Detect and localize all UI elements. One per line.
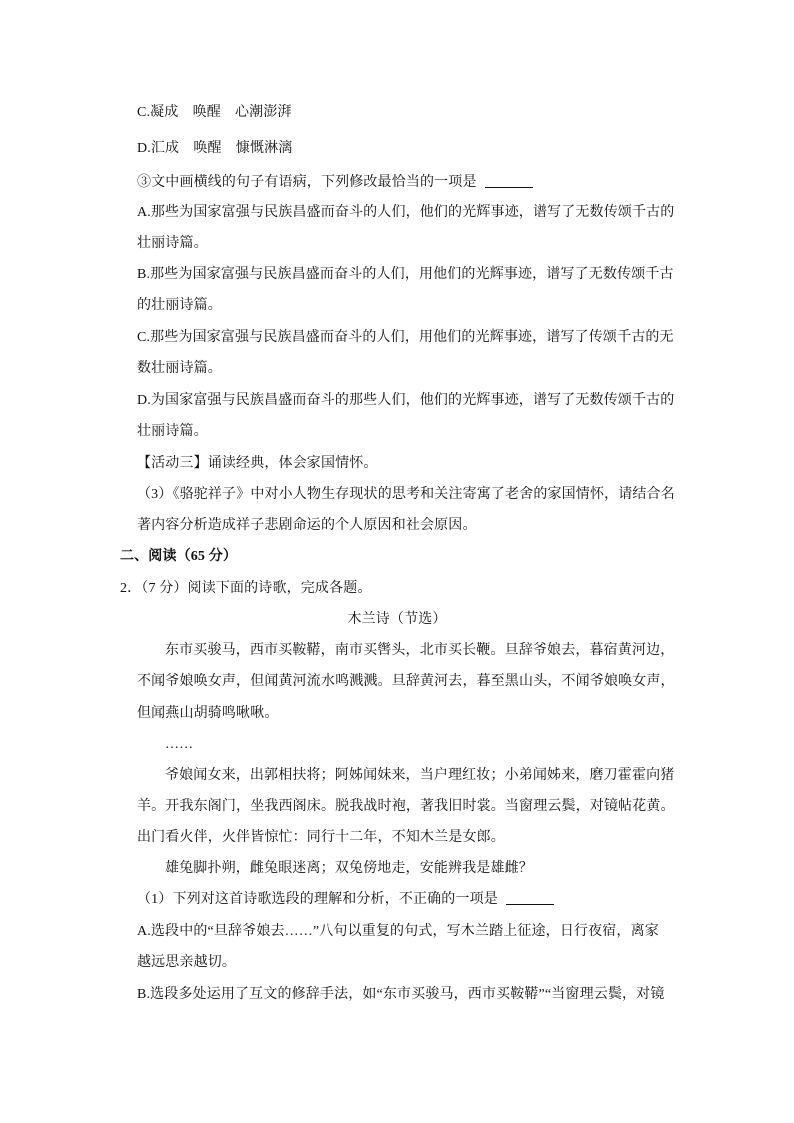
q2-stem: 2．（7 分）阅读下面的诗歌，完成各题。 bbox=[120, 581, 372, 596]
q3-stem-line bbox=[137, 173, 533, 193]
poem-stanza1-line-1: 东市买骏马，西市买鞍鞯，南市买辔头，北市买长鞭。旦辞爷娘去，暮宿黄河边， bbox=[165, 643, 675, 658]
poem-title: 木兰诗（节选） bbox=[347, 612, 447, 627]
prev-option-c: C.凝成 唤醒 心潮澎湃 bbox=[137, 105, 292, 120]
poem-ellipsis: …… bbox=[165, 737, 194, 752]
poem-stanza2-line-3: 出门看火伴，火伴皆惊忙：同行十二年，不知木兰是女郎。 bbox=[137, 830, 505, 845]
activity3-question-line-1: （3）《骆驼祥子》中对小人物生存现状的思考和关注寄寓了老舍的家国情怀，请结合名 bbox=[137, 487, 675, 502]
sub1-option-a-line-2: 越远思亲越切。 bbox=[137, 955, 237, 970]
q3-option-c-line-1: C.那些为国家富强与民族昌盛而奋斗的人们，用他们的光辉事迹，谱写了传颂千古的无 bbox=[137, 330, 674, 345]
sub1-answer-blank bbox=[506, 890, 554, 905]
q3-option-a-line-2: 壮丽诗篇。 bbox=[137, 236, 208, 251]
activity3-heading: 【活动三】诵读经典，体会家国情怀。 bbox=[137, 456, 378, 471]
q3-option-b-line-1: B.那些为国家富强与民族昌盛而奋斗的人们，用他们的光辉事迹，谱写了无数传颂千古 bbox=[137, 267, 674, 282]
activity3-question-line-2: 著内容分析造成祥子悲剧命运的个人原因和社会原因。 bbox=[137, 518, 477, 533]
poem-stanza1-line-3: 但闻燕山胡骑鸣啾啾。 bbox=[137, 706, 279, 721]
q3-option-d-line-1: D.为国家富强与民族昌盛而奋斗的那些人们，他们的光辉事迹，谱写了无数传颂千古的 bbox=[137, 393, 675, 408]
sub1-option-a-line-1: A.选段中的“旦辞爷娘去……”八句以重复的句式，写木兰踏上征途，日行夜宿，离家 bbox=[137, 924, 659, 939]
q3-answer-blank bbox=[485, 173, 533, 188]
sub1-option-b-line-1: B.选段多处运用了互文的修辞手法，如“东市买骏马，西市买鞍鞯”“当窗理云鬓，对镜 bbox=[137, 987, 665, 1002]
q3-option-b-line-2: 的壮丽诗篇。 bbox=[137, 298, 222, 313]
section-heading: 二、阅读（65 分） bbox=[120, 549, 237, 564]
poem-stanza1-line-2: 不闻爷娘唤女声，但闻黄河流水鸣溅溅。旦辞黄河去，暮至黑山头，不闻爷娘唤女声， bbox=[137, 674, 675, 689]
poem-stanza2-line-1: 爷娘闻女来，出郭相扶将；阿姊闻妹来，当户理红妆；小弟闻姊来，磨刀霍霍向猪 bbox=[165, 768, 675, 783]
q3-option-a-line-1: A.那些为国家富强与民族昌盛而奋斗的人们，他们的光辉事迹，谱写了无数传颂千古的 bbox=[137, 205, 675, 220]
q3-option-c-line-2: 数壮丽诗篇。 bbox=[137, 361, 222, 376]
poem-stanza2-line-2: 羊。开我东阁门，坐我西阁床。脱我战时袍，著我旧时裳。当窗理云鬓，对镜帖花黄。 bbox=[137, 799, 675, 814]
prev-option-d: D.汇成 唤醒 慷慨淋漓 bbox=[137, 141, 293, 156]
sub1-stem: （1）下列对这首诗歌选段的理解和分析，不正确的一项是 bbox=[137, 892, 498, 907]
poem-stanza3-line-1: 雄兔脚扑朔，雌兔眼迷离；双兔傍地走，安能辨我是雄雌？ bbox=[165, 861, 533, 876]
q3-option-d-line-2: 壮丽诗篇。 bbox=[137, 424, 208, 439]
sub1-stem-line bbox=[137, 890, 554, 910]
q3-stem: ③文中画横线的句子有语病，下列修改最恰当的一项是 bbox=[137, 175, 477, 190]
